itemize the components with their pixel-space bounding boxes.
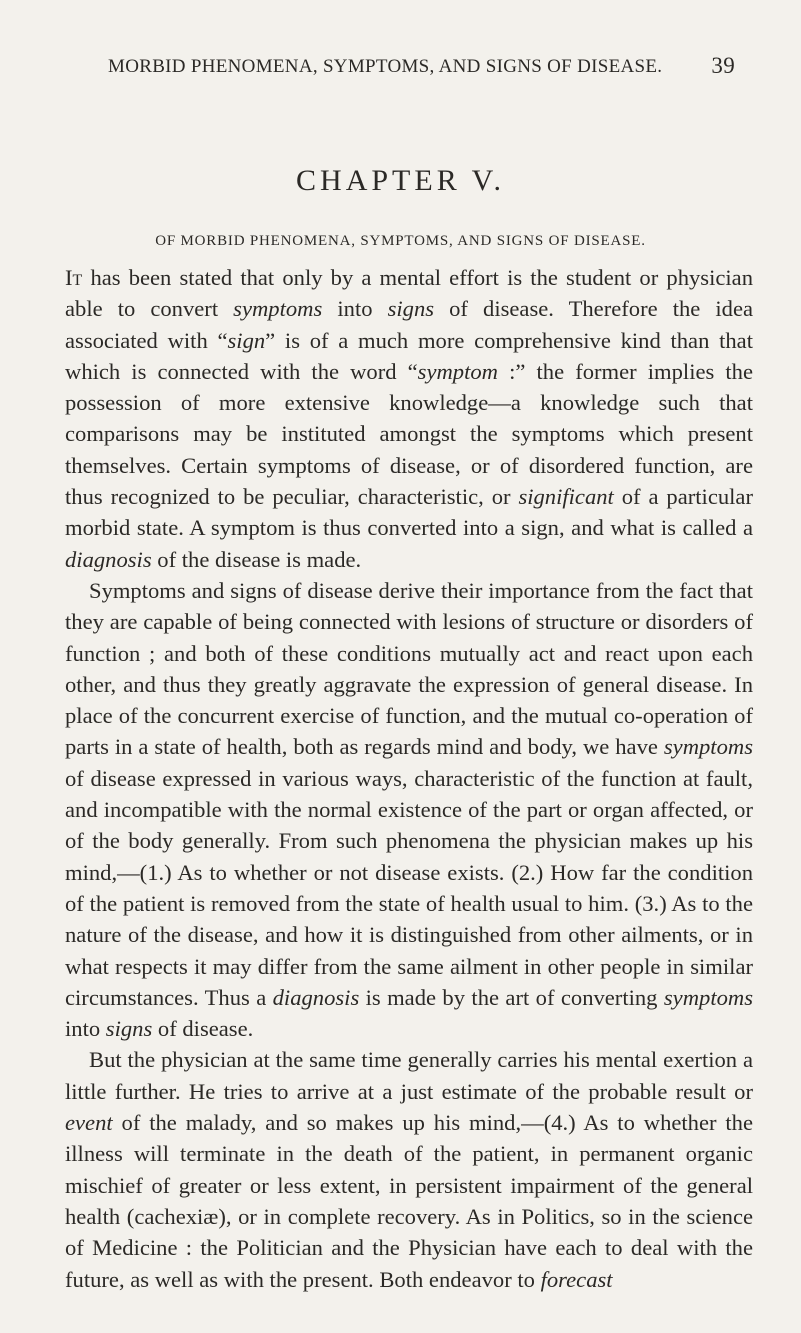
- chapter-subtitle: OF MORBID PHENOMENA, SYMPTOMS, AND SIGNS OF DISEASE.: [155, 233, 646, 249]
- paragraph-1: [65, 262, 753, 575]
- text-run: of disease expressed in various ways, characteristic of the function at fault, and incompatible with the normal existence of the part or organ affected, or of the body generally. From such phenomena the physician makes up his mind,—(1.) As to whether or not disease exists. (2.) How far the condition of the patient is removed from the state of health usual to him. (3.) As to the nature of the disease, and how it is distinguished from other ailments, or in what respects it may differ from the same ailment in other people in similar circumstances. Thus a: [65, 765, 753, 1010]
- text-run: But the physician at the same time generally carries his mental exertion a little further. He tries to arrive at a just estimate of the probable result or: [65, 1047, 753, 1104]
- emphasis: signs: [105, 1016, 153, 1042]
- text-run: :” the former implies the possession of more extensive knowledge—a knowledge such that comparisons may be instituted amongst the symptoms which present themselves. Certain symptoms of disease, or of disordered function, are thus recognized to be peculiar, characteristic, or: [65, 358, 753, 510]
- emphasis: event: [65, 1110, 113, 1136]
- paragraph-3: [65, 1044, 753, 1294]
- text-run: is made by the art of converting: [359, 984, 664, 1010]
- text-run: Symptoms and signs of disease derive their importance from the fact that they are capable of being connected with lesions of structure or disorders of function ; and both of these conditions mutually act and react upon each other, and thus they greatly aggravate the expression of general disease. In place of the concurrent exercise of function, and the mutual co-operation of parts in a state of health, both as regards mind and body, we have: [65, 577, 753, 760]
- emphasis: significant: [518, 484, 614, 510]
- emphasis: signs: [387, 296, 435, 322]
- emphasis: symptoms: [663, 984, 754, 1010]
- text-run: of disease.: [152, 1016, 254, 1042]
- emphasis: forecast: [540, 1266, 613, 1292]
- emphasis: diagnosis: [272, 984, 360, 1010]
- text-run: into: [65, 1016, 106, 1042]
- emphasis: symptoms: [233, 296, 323, 322]
- chapter-heading: CHAPTER V.: [296, 164, 505, 197]
- body-text: [65, 262, 753, 1295]
- text-run: of the disease is made.: [151, 546, 362, 572]
- drop-cap-word: It: [65, 265, 83, 290]
- page-number: 39: [711, 53, 735, 78]
- running-title: MORBID PHENOMENA, SYMPTOMS, AND SIGNS OF DISEASE.: [108, 56, 663, 77]
- emphasis: diagnosis: [65, 546, 152, 572]
- text-run: ” is of a much more comprehensive kind than that which is connected with the word “: [65, 327, 753, 384]
- text-run: into: [322, 296, 388, 322]
- emphasis: symptom: [417, 358, 498, 384]
- text-run: of a particular morbid state. A symptom is thus converted into a sign, and what is called a: [65, 484, 753, 541]
- text-run: of the malady, and so makes up his mind,—(4.) As to whether the illness will terminate in the death of the patient, in permanent organic mischief of greater or less extent, in persistent impairment of the general health (cachexiæ), or in complete recovery. As in Politics, so in the science of Medicine : the Politician and the Physician have each to deal with the future, as well as with the present. Both endeavor to: [65, 1110, 753, 1292]
- text-run: has been stated that only by a mental effort is the student or physician able to convert: [65, 265, 753, 322]
- emphasis: symptoms: [663, 734, 753, 760]
- paragraph-2: [65, 575, 753, 1044]
- emphasis: sign: [227, 327, 266, 353]
- text-run: of disease. Therefore the idea associated with “: [65, 296, 753, 353]
